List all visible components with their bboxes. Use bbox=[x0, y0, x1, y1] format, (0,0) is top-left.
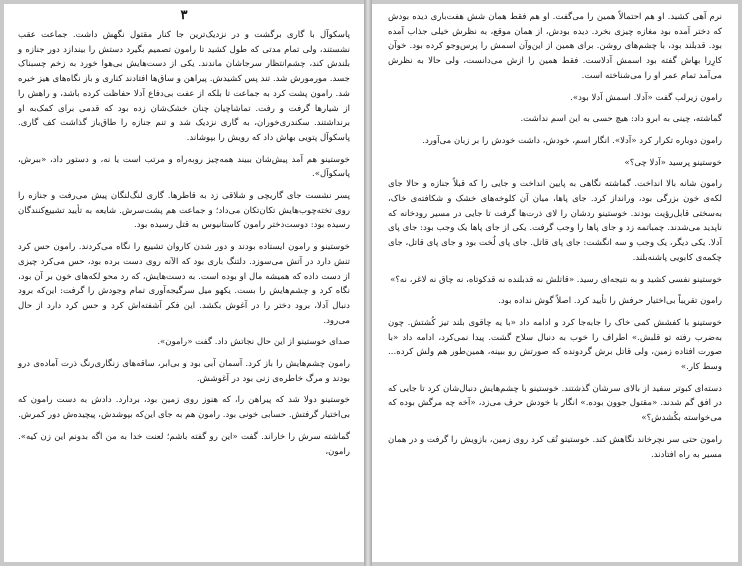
paragraph: خوستینو با کفشش کمی خاک را جابه‌جا کرد و ادامه داد «با یه چاقوی بلند تیز کُشتش. چون به‌ضرب رفته تو قلبش.» اطراف را خوب به دنبال سلاح گشت. پیدا نمی‌کرد، ادامه داد «با صورت افتاده زمین، ولی قاتل برش گردونده که صورتش رو ببینه، همین‌طور هم ولش کرده... وسط کار.» bbox=[388, 317, 722, 373]
left-page-text bbox=[18, 28, 350, 466]
paragraph: رامون زیرلب گفت «آدلا. اسمش آدلا بود». bbox=[570, 92, 722, 103]
paragraph: دسته‌ای کبوتر سفید از بالای سرشان گذشتند. خوستینو با چشم‌هایش دنبال‌شان کرد تا جایی که در افق گم شدند. «مقتول جوون بوده.» انگار با خودش حرف می‌زد، «آخه چه مرگش بوده که می‌خواسته بکُشدش؟» bbox=[388, 383, 722, 424]
paragraph: رامون حتی سر نچرخاند نگاهش کند. خوستینو تُف کرد روی زمین، بازویش را گرفت و در همان مسیر به راه افتادند. bbox=[388, 434, 722, 460]
paragraph: رامون دوباره تکرار کرد «آدلا». انگار اسم، خودش، داشت خودش را بر زبان می‌آورد. bbox=[422, 135, 722, 146]
left-page bbox=[4, 4, 364, 562]
page-gutter bbox=[364, 0, 372, 566]
paragraph: خوستینو هم آمد پیش‌شان ببیند همه‌چیز روبه‌راه و مرتب است یا نه، و دستور داد، «ببرش، پاسکوآل». bbox=[18, 154, 350, 180]
paragraph: پسر نشست جای گاریچی و شلاقی زد به قاطرها. گاری لنگ‌لنگان پیش می‌رفت و جنازه را روی تخته‌چوب‌هایش تکان‌تکان می‌داد؛ و جماعت هم پشت‌سرش. شایعه به تأیید تشییع‌کنندگان رسیده بود: دوست‌دختر رامون کاستانیوس به قتل رسیده بود. bbox=[18, 191, 350, 231]
paragraph: خوستینو دولا شد که پیراهن را، که هنوز روی زمین بود، بردارد. دادش به دست رامون که بی‌اختیار گرفتش. حسابی خونی بود. رامون هم به جای این‌که بپوشدش، پیچیده‌ش دور کمرش. bbox=[18, 395, 350, 421]
right-page bbox=[372, 4, 738, 562]
paragraph: گماشته، چینی به ابرو داد: هیچ حسی به این اسم نداشت. bbox=[520, 114, 722, 125]
paragraph: صدای خوستینو از این حال نجاتش داد. گفت «رامون». bbox=[157, 337, 350, 348]
paragraph: رامون چشم‌هایش را باز کرد. آسمان آبی بود و بی‌ابر، ساقه‌های زنگاری‌رنگ ذرت آماده‌ی درو بودند و مرگ خاطره‌ی زنی بود در آغوشش. bbox=[18, 359, 350, 384]
paragraph: خوستینو پرسید «آدلا چی؟» bbox=[624, 157, 722, 168]
paragraph: رامون شانه بالا انداخت. گماشته نگاهی به پایین انداخت و جایی را که قبلاً جنازه و حالا جای لکه‌ی خون بزرگی بود، ورانداز کرد. جای پاها، میان آن کلوخه‌های خشک و شکافته‌ی خاک، به‌سختی قابل‌رؤیت بودند. خوستینو ردشان را لای ذرت‌ها گرفت تا جایی در مسیر رودخانه که ناپدید می‌شدند. چمباتمه زد و جای پاها را وجب گرفت. یکی از جای پاها یک وجب بود: جای پای آدلا. یکی دیگر، یک وجب و سه انگشت: جای پای قاتل. جای پای لُخت بود و جای پای قاتل، جای چکمه‌ی کابویی پاشنه‌بلند. bbox=[388, 179, 722, 263]
paragraph: گماشته سرش را خاراند. گفت «این رو گفته باشم؛ لعنت خدا به من اگه بدونم این زن کیه». رامون، bbox=[18, 431, 350, 457]
paragraph: رامون تقریباً بی‌اختیار حرفش را تأیید کرد. اصلاً گوش نداده بود. bbox=[498, 296, 722, 307]
paragraph: خوستینو نفسی کشید و به نتیجه‌ای رسید. «قاتلش نه قدبلنده نه قدکوتاه، نه چاق نه لاغر، نه؟» bbox=[390, 274, 722, 285]
page-number: ۳ bbox=[180, 8, 188, 23]
paragraph: خوستینو و رامون ایستاده بودند و دور شدن کاروان تشییع را نگاه می‌کردند. رامون حس کرد تنش دارد در آتش می‌سوزد. دلتنگ باری بود که الآنه روی دست برده بود، حس می‌کرد چیزی از دست داده که همیشه مال او بوده است. به دست‌هایش، که رد محو لکه‌های خون بر آن بود، نگاه کرد و چشم‌هایش را بست. یکهو میل سرگیجه‌آوری تمام وجودش را گرفت: این‌که برود دنبال آدلا، برود دختر را در آغوش بکشد. این فکر آشفته‌اش کرد و حس کرد دارد از حال می‌رود. bbox=[18, 242, 350, 326]
right-page-text bbox=[388, 10, 722, 469]
paragraph: پاسکوآل با گاری برگشت و در نزدیک‌ترین جا کنار مقتول نگهش داشت. جماعت عقب نشستند، ولی تمام مدتی که طول کشید تا رامون تصمیم بگیرد دستش را بیندازد دور جنازه و بلندش کند، چشم‌انتظار سرجاشان ماندند. یکی از دست‌هایش بی‌هوا خورد به زخم چسبناک جسد. مورمورش شد. تند پس کشیدش. پیراهن و ساق‌ها افتادند کناری و باز نگاه‌های هیز خیره شد. رامون پشت کرد به جماعت تا بلکه از عفت بی‌دفاع آدلا حفاظت کرده باشد، و راهش را از شیارها گرفت و رفت. تماشاچیان چنان خشک‌شان زده بود که قدمی برای کمک‌به او برنداشتند. سکندری‌خوران، به گاری نزدیک شد و تنم جنازه را طاق‌باز گذاشت کف گاری. پاسکوآل پتویی بهاش داد که رویش را بپوشاند. bbox=[18, 30, 350, 143]
paragraph: نرم آهی کشید. او هم احتمالاً همین را می‌گفت. او هم فقط همان شش هفت‌باری دیده بودش که دختر آمده بود مغازه چیزی بخرد. دیده بودش، از همان موقع، به نظرش خیلی جذاب آمده بود. قدبلند بود، با چشم‌های روشن. برای همین از این‌وآن اسمش را پرس‌وجو کرده بود. خوآن کارِرا بهاش گفته بود اسمش آدلاست. فقط همین را ازش می‌دانست، ولی حالا به نظرش می‌آمد تمام عمر او را می‌شناخته است. bbox=[388, 12, 722, 81]
